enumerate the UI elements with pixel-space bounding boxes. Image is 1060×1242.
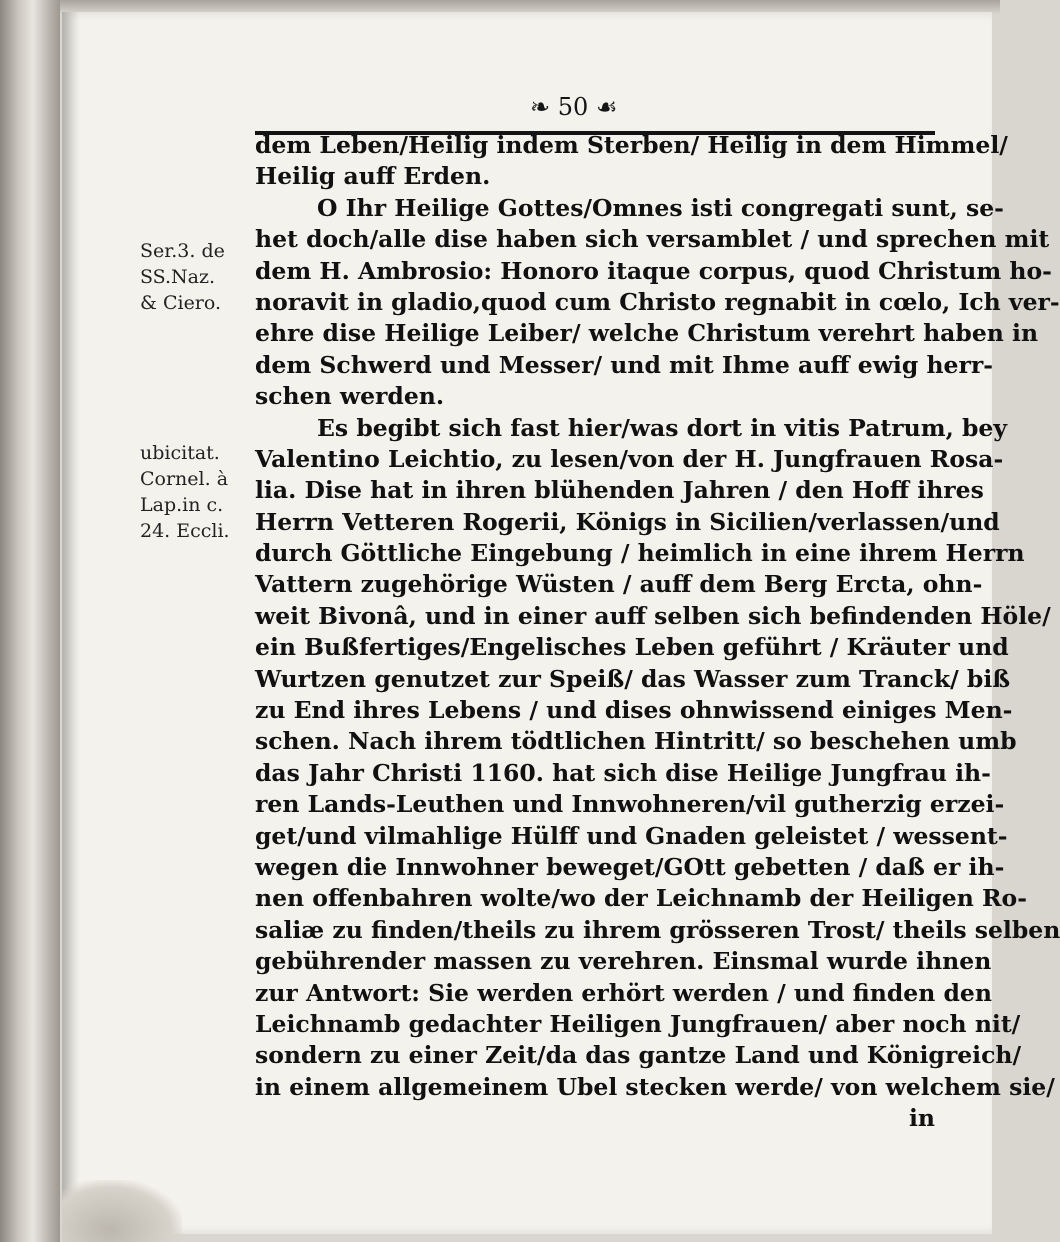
text-line: Vattern zugehörige Wüsten / auff dem Berg Ercta, ohn-	[255, 570, 983, 599]
text-line: wegen die Innwohner beweget/GOtt gebetten / daß er ih-	[255, 852, 1005, 881]
text-line: in einem allgemeinem Ubel stecken werde/ von welchem sie/	[255, 1072, 1055, 1101]
text-line: Leichnamb gedachter Heiligen Jungfrauen/ aber noch nit/	[255, 1009, 1021, 1038]
text-line: ehre dise Heilige Leiber/ welche Christum verehrt haben in	[255, 319, 1039, 348]
text-line: dem Schwerd und Messer/ und mit Ihme auff ewig herr-	[255, 350, 994, 379]
text-line: dem H. Ambrosio: Honoro itaque corpus, quod Christum ho-	[255, 256, 1052, 285]
catchword: in	[908, 1104, 935, 1133]
text-line: O Ihr Heilige Gottes/Omnes isti congregati sunt, se-	[317, 193, 1004, 222]
body-text	[255, 130, 1060, 1135]
margin-note-line: 24. Eccli.	[140, 520, 230, 542]
header-ornament-right: ☙	[595, 93, 618, 121]
text-line: weit Bivonâ, und in einer auff selben sich befindenden Höle/	[255, 601, 1051, 630]
text-line: das Jahr Christi 1160. hat sich dise Heilige Jungfrau ih-	[255, 758, 991, 787]
margin-note-line: Ser.3. de	[140, 240, 225, 262]
margin-note-line: SS.Naz.	[140, 266, 216, 288]
margin-note-1	[140, 238, 252, 316]
header-ornament-left: ❧	[530, 93, 551, 121]
text-line: het doch/alle dise haben sich versamblet / und sprechen mit	[255, 225, 1050, 254]
text-line: dem Leben/Heilig indem Sterben/ Heilig in dem Himmel/	[255, 131, 1008, 159]
text-line: lia. Dise hat in ihren blühenden Jahren / den Hoff ihres	[255, 476, 984, 505]
margin-note-line: ubicitat.	[140, 442, 220, 464]
text-line: nen offenbahren wolte/wo der Leichnamb der Heiligen Ro-	[255, 884, 1027, 913]
text-line: Herrn Vetteren Rogerii, Königs in Sicilien/verlassen/und	[255, 507, 1000, 536]
text-line: noravit in gladio,quod cum Christo regnabit in cœlo, Ich ver-	[255, 287, 1060, 316]
thumb-shadow	[62, 1180, 182, 1242]
text-line: Heilig auff Erden.	[255, 162, 491, 191]
text-line: ein Bußfertiges/Engelisches Leben geführt / Kräuter und	[255, 633, 1009, 662]
text-line: ren Lands-Leuthen und Innwohneren/vil gutherzig erzei-	[255, 790, 1005, 819]
text-line: durch Göttliche Eingebung / heimlich in eine ihrem Herrn	[255, 539, 1025, 568]
page-number: 50	[557, 93, 589, 121]
text-line: Wurtzen genutzet zur Speiß/ das Wasser zum Tranck/ biß	[255, 664, 1011, 693]
text-line: Valentino Leichtio, zu lesen/von der H. Jungfrauen Rosa-	[255, 444, 1004, 473]
text-line: schen. Nach ihrem tödtlichen Hintritt/ so beschehen umb	[255, 727, 1017, 756]
text-line: zu End ihres Lebens / und dises ohnwissend einiges Men-	[255, 696, 1013, 725]
gutter-shadow	[62, 12, 80, 1234]
text-line: sondern zu einer Zeit/da das gantze Land und Königreich/	[255, 1041, 1022, 1070]
page-header	[530, 93, 690, 119]
text-line: gebührender massen zu verehren. Einsmal wurde ihnen	[255, 947, 992, 976]
book-spine-edge	[0, 0, 60, 1242]
margin-note-line: Cornel. à	[140, 468, 229, 490]
margin-note-line: Lap.in c.	[140, 494, 224, 516]
margin-note-line: & Ciero.	[140, 292, 222, 314]
text-line: zur Antwort: Sie werden erhört werden / und finden den	[255, 978, 992, 1007]
text-line: saliæ zu finden/theils zu ihrem grösseren Trost/ theils selben	[255, 915, 1060, 944]
text-line: get/und vilmahlige Hülff und Gnaden geleistet / wessent-	[255, 821, 1008, 850]
text-line: schen werden.	[255, 382, 445, 411]
margin-note-2	[140, 440, 252, 544]
text-line: Es begibt sich fast hier/was dort in vitis Patrum, bey	[317, 413, 1008, 442]
